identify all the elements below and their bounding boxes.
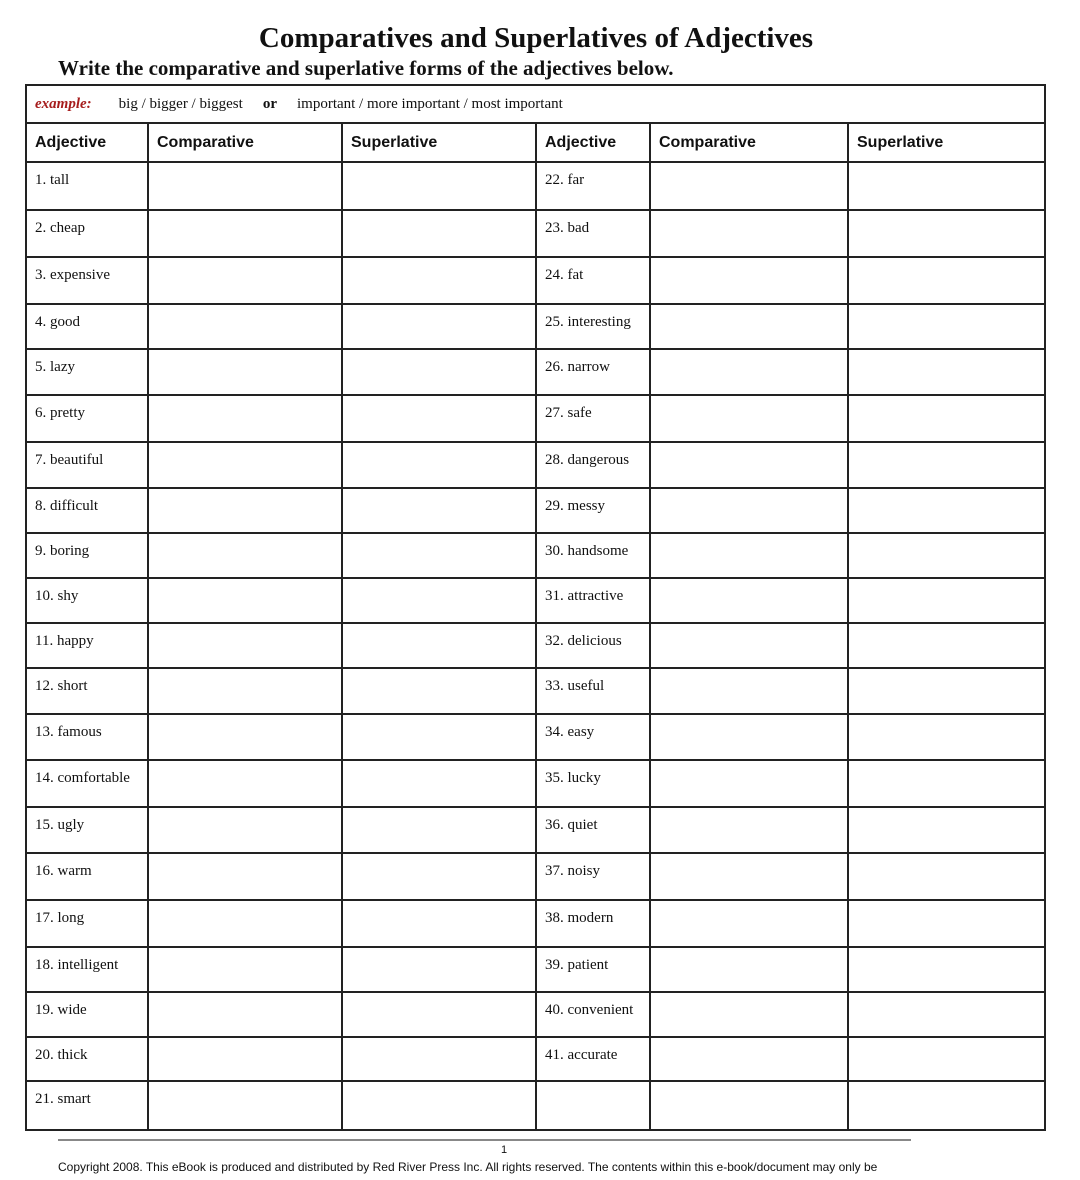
comparative-answer-cell[interactable]	[650, 853, 848, 900]
example-connector: or	[262, 95, 277, 112]
comparative-answer-cell[interactable]	[650, 947, 848, 992]
comparative-answer-cell[interactable]	[148, 807, 342, 853]
table-row	[27, 853, 1044, 900]
table-row	[27, 900, 1044, 947]
header-comparative-right: Comparative	[650, 124, 848, 162]
superlative-answer-cell[interactable]	[848, 623, 1044, 668]
adjective-cell: 8. difficult	[27, 488, 148, 533]
adjective-cell	[536, 1081, 650, 1129]
adjective-cell: 32. delicious	[536, 623, 650, 668]
comparative-answer-cell[interactable]	[148, 395, 342, 442]
table-row	[27, 1081, 1044, 1129]
superlative-answer-cell[interactable]	[848, 395, 1044, 442]
table-row	[27, 1037, 1044, 1081]
superlative-answer-cell[interactable]	[342, 162, 536, 210]
table-row	[27, 992, 1044, 1037]
table-row	[27, 442, 1044, 488]
comparative-answer-cell[interactable]	[148, 853, 342, 900]
adjective-cell: 26. narrow	[536, 349, 650, 395]
adjective-cell: 20. thick	[27, 1037, 148, 1081]
superlative-answer-cell[interactable]	[848, 668, 1044, 714]
example-row	[27, 86, 1044, 124]
table-row	[27, 807, 1044, 853]
superlative-answer-cell[interactable]	[848, 210, 1044, 257]
adjective-cell: 27. safe	[536, 395, 650, 442]
header-row	[27, 124, 1044, 162]
superlative-answer-cell[interactable]	[848, 488, 1044, 533]
superlative-answer-cell[interactable]	[342, 623, 536, 668]
adjective-cell: 25. interesting	[536, 304, 650, 349]
comparative-answer-cell[interactable]	[650, 578, 848, 623]
table-row	[27, 947, 1044, 992]
superlative-answer-cell[interactable]	[848, 1037, 1044, 1081]
adjective-cell: 2. cheap	[27, 210, 148, 257]
comparative-answer-cell[interactable]	[650, 714, 848, 760]
superlative-answer-cell[interactable]	[848, 947, 1044, 992]
adjective-cell: 28. dangerous	[536, 442, 650, 488]
comparative-answer-cell[interactable]	[148, 162, 342, 210]
superlative-answer-cell[interactable]	[342, 304, 536, 349]
superlative-answer-cell[interactable]	[342, 992, 536, 1037]
superlative-answer-cell[interactable]	[848, 578, 1044, 623]
adjective-cell: 39. patient	[536, 947, 650, 992]
adjective-cell: 35. lucky	[536, 760, 650, 807]
comparative-answer-cell[interactable]	[650, 1081, 848, 1129]
table-row	[27, 488, 1044, 533]
table-row	[27, 714, 1044, 760]
superlative-answer-cell[interactable]	[342, 714, 536, 760]
superlative-answer-cell[interactable]	[342, 349, 536, 395]
comparative-answer-cell[interactable]	[650, 533, 848, 578]
comparative-answer-cell[interactable]	[148, 1037, 342, 1081]
adjective-cell: 30. handsome	[536, 533, 650, 578]
comparative-answer-cell[interactable]	[148, 442, 342, 488]
adjective-cell: 22. far	[536, 162, 650, 210]
comparative-answer-cell[interactable]	[650, 992, 848, 1037]
comparative-answer-cell[interactable]	[148, 488, 342, 533]
superlative-answer-cell[interactable]	[342, 533, 536, 578]
superlative-answer-cell[interactable]	[342, 807, 536, 853]
adjective-cell: 18. intelligent	[27, 947, 148, 992]
comparative-answer-cell[interactable]	[650, 257, 848, 304]
adjective-cell: 12. short	[27, 668, 148, 714]
adjective-cell: 17. long	[27, 900, 148, 947]
page-title: Comparatives and Superlatives of Adjectives	[258, 22, 814, 54]
comparative-answer-cell[interactable]	[148, 1081, 342, 1129]
table-row	[27, 162, 1044, 210]
superlative-answer-cell[interactable]	[342, 488, 536, 533]
comparative-answer-cell[interactable]	[148, 760, 342, 807]
header-superlative-right: Superlative	[848, 124, 1044, 162]
footer-divider	[58, 1139, 911, 1141]
comparative-answer-cell[interactable]	[650, 349, 848, 395]
adjective-cell: 9. boring	[27, 533, 148, 578]
superlative-answer-cell[interactable]	[848, 257, 1044, 304]
adjective-cell: 36. quiet	[536, 807, 650, 853]
adjective-cell: 5. lazy	[27, 349, 148, 395]
adjective-cell: 34. easy	[536, 714, 650, 760]
superlative-answer-cell[interactable]	[342, 668, 536, 714]
adjective-cell: 33. useful	[536, 668, 650, 714]
superlative-answer-cell[interactable]	[342, 900, 536, 947]
copyright-notice: Copyright 2008. This eBook is produced and distributed by Red River Press Inc. All rights reserved. The contents within this e-book/document may only be	[58, 1160, 878, 1174]
superlative-answer-cell[interactable]	[342, 947, 536, 992]
comparative-answer-cell[interactable]	[148, 349, 342, 395]
example-first: big / bigger / biggest	[118, 95, 243, 112]
table-row	[27, 623, 1044, 668]
comparative-answer-cell[interactable]	[148, 668, 342, 714]
superlative-answer-cell[interactable]	[848, 304, 1044, 349]
header-comparative-left: Comparative	[148, 124, 342, 162]
worksheet-table	[25, 84, 1046, 1131]
comparative-answer-cell[interactable]	[148, 257, 342, 304]
table-row	[27, 395, 1044, 442]
adjective-cell: 19. wide	[27, 992, 148, 1037]
adjective-cell: 29. messy	[536, 488, 650, 533]
instructions: Write the comparative and superlative forms of the adjectives below.	[58, 56, 674, 80]
comparative-answer-cell[interactable]	[650, 900, 848, 947]
superlative-answer-cell[interactable]	[848, 162, 1044, 210]
comparative-answer-cell[interactable]	[650, 807, 848, 853]
table-row	[27, 210, 1044, 257]
adjective-cell: 13. famous	[27, 714, 148, 760]
adjective-cell: 38. modern	[536, 900, 650, 947]
superlative-answer-cell[interactable]	[848, 900, 1044, 947]
adjective-cell: 7. beautiful	[27, 442, 148, 488]
adjective-cell: 11. happy	[27, 623, 148, 668]
comparative-answer-cell[interactable]	[650, 668, 848, 714]
superlative-answer-cell[interactable]	[342, 442, 536, 488]
comparative-answer-cell[interactable]	[650, 760, 848, 807]
superlative-answer-cell[interactable]	[342, 395, 536, 442]
adjective-cell: 10. shy	[27, 578, 148, 623]
comparative-answer-cell[interactable]	[650, 395, 848, 442]
superlative-answer-cell[interactable]	[342, 853, 536, 900]
adjective-cell: 41. accurate	[536, 1037, 650, 1081]
adjective-cell: 14. comfortable	[27, 760, 148, 807]
comparative-answer-cell[interactable]	[148, 533, 342, 578]
superlative-answer-cell[interactable]	[848, 1081, 1044, 1129]
comparative-answer-cell[interactable]	[650, 162, 848, 210]
superlative-answer-cell[interactable]	[848, 992, 1044, 1037]
table-row	[27, 578, 1044, 623]
adjective-cell: 16. warm	[27, 853, 148, 900]
comparative-answer-cell[interactable]	[650, 623, 848, 668]
superlative-answer-cell[interactable]	[342, 210, 536, 257]
comparative-answer-cell[interactable]	[148, 947, 342, 992]
comparative-answer-cell[interactable]	[650, 488, 848, 533]
adjective-cell: 1. tall	[27, 162, 148, 210]
superlative-answer-cell[interactable]	[848, 442, 1044, 488]
comparative-answer-cell[interactable]	[148, 992, 342, 1037]
example-label: example:	[35, 95, 92, 112]
comparative-answer-cell[interactable]	[650, 304, 848, 349]
header-adjective-left: Adjective	[27, 124, 148, 162]
superlative-answer-cell[interactable]	[342, 257, 536, 304]
adjective-cell: 15. ugly	[27, 807, 148, 853]
table-row	[27, 668, 1044, 714]
comparative-answer-cell[interactable]	[148, 900, 342, 947]
superlative-answer-cell[interactable]	[848, 349, 1044, 395]
example-second: important / more important / most important	[296, 95, 563, 112]
adjective-cell: 3. expensive	[27, 257, 148, 304]
table-row	[27, 304, 1044, 349]
header-superlative-left: Superlative	[342, 124, 536, 162]
superlative-answer-cell[interactable]	[342, 1037, 536, 1081]
superlative-answer-cell[interactable]	[848, 533, 1044, 578]
superlative-answer-cell[interactable]	[848, 853, 1044, 900]
superlative-answer-cell[interactable]	[342, 1081, 536, 1129]
adjective-grid	[27, 124, 1044, 1129]
comparative-answer-cell[interactable]	[148, 578, 342, 623]
adjective-cell: 21. smart	[27, 1081, 148, 1129]
adjective-cell: 24. fat	[536, 257, 650, 304]
comparative-answer-cell[interactable]	[148, 714, 342, 760]
superlative-answer-cell[interactable]	[342, 578, 536, 623]
comparative-answer-cell[interactable]	[148, 623, 342, 668]
adjective-cell: 6. pretty	[27, 395, 148, 442]
comparative-answer-cell[interactable]	[650, 1037, 848, 1081]
table-row	[27, 533, 1044, 578]
comparative-answer-cell[interactable]	[148, 304, 342, 349]
comparative-answer-cell[interactable]	[650, 442, 848, 488]
table-row	[27, 349, 1044, 395]
superlative-answer-cell[interactable]	[342, 760, 536, 807]
adjective-cell: 4. good	[27, 304, 148, 349]
comparative-answer-cell[interactable]	[148, 210, 342, 257]
comparative-answer-cell[interactable]	[650, 210, 848, 257]
superlative-answer-cell[interactable]	[848, 714, 1044, 760]
header-adjective-right: Adjective	[536, 124, 650, 162]
page-number: 1	[500, 1144, 508, 1156]
table-row	[27, 257, 1044, 304]
adjective-cell: 31. attractive	[536, 578, 650, 623]
adjective-cell: 40. convenient	[536, 992, 650, 1037]
adjective-cell: 37. noisy	[536, 853, 650, 900]
superlative-answer-cell[interactable]	[848, 760, 1044, 807]
superlative-answer-cell[interactable]	[848, 807, 1044, 853]
adjective-cell: 23. bad	[536, 210, 650, 257]
table-row	[27, 760, 1044, 807]
